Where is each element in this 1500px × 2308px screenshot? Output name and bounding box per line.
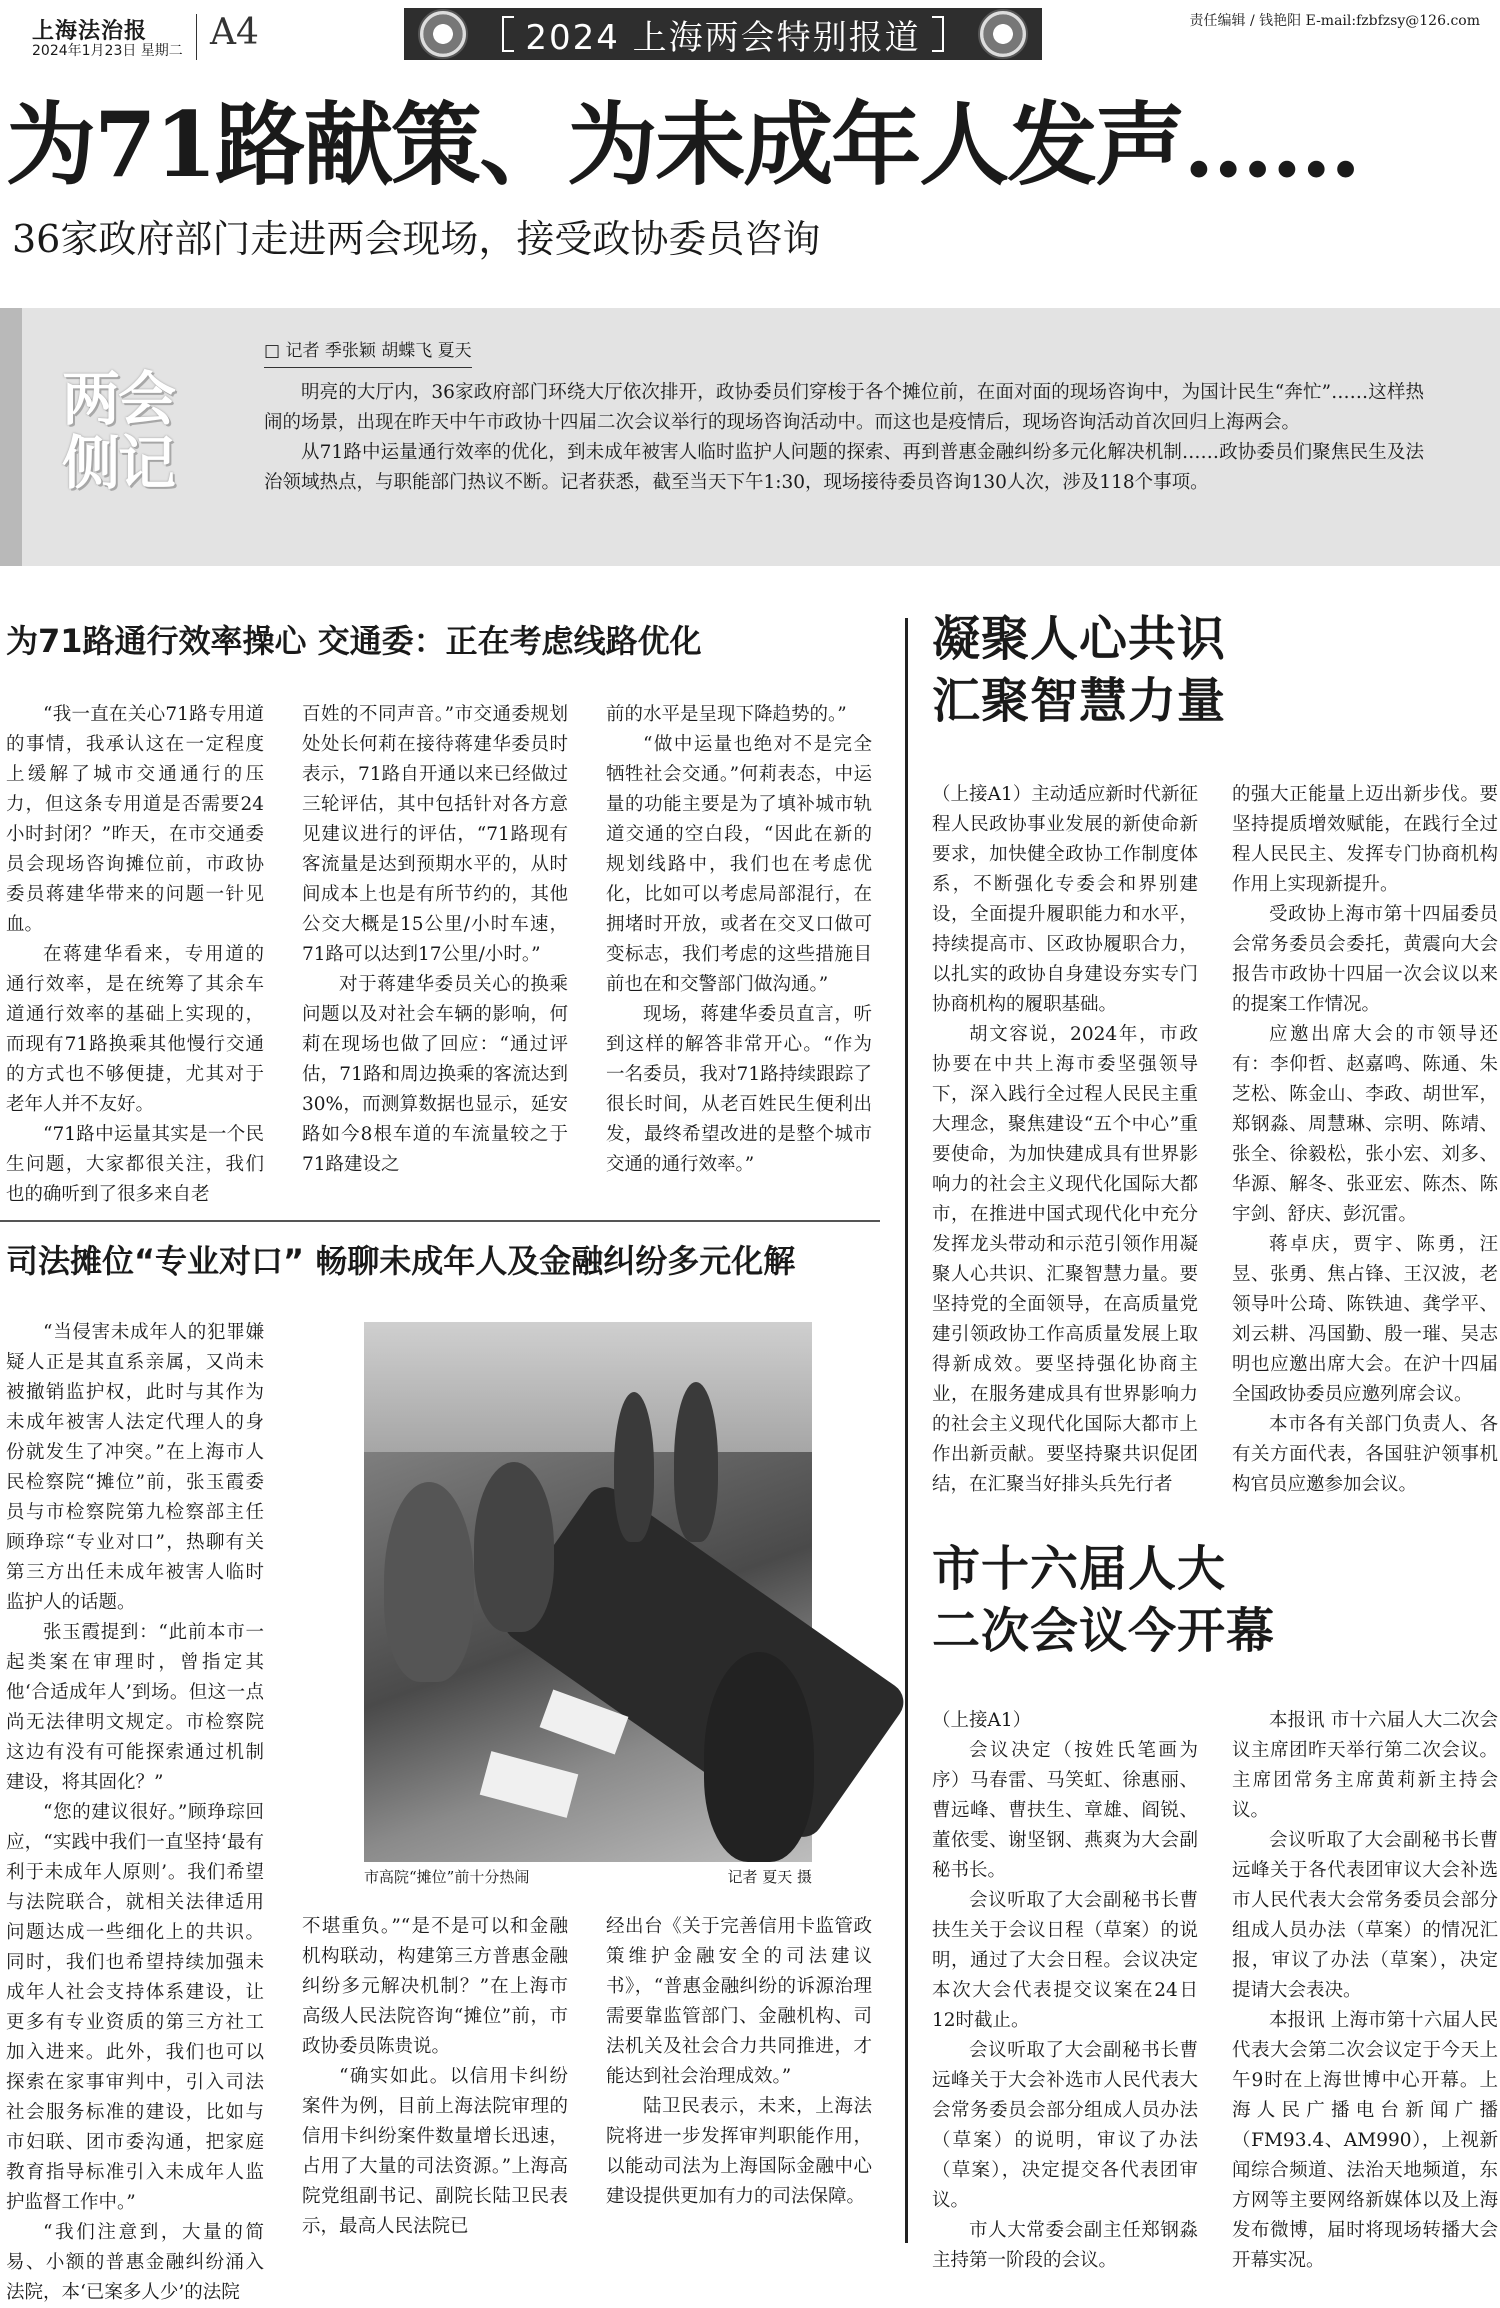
paragraph: “当侵害未成年人的犯罪嫌疑人正是其直系亲属，又尚未被撤销监护权，此时与其作为未成年被害人法定代理人的身份就发生了冲突。”在上海市人民检察院“摊位”前，张玉霞委员与市检察院第九检察部主任顾琤琮“专业对口”，热聊有关第三方出任未成年被害人临时监护人的话题。 (6, 1322, 264, 1613)
paragraph: 会议听取了大会副秘书长曹远峰关于大会补选市人民代表大会常务委员会部分组成人员办法（草案）的说明，审议了办法（草案），决定提交各代表团审议。 (932, 2040, 1198, 2211)
title-line: 凝聚人心共识 (932, 611, 1227, 667)
paragraph: 对于蒋建华委员关心的换乘问题以及对社会车辆的影响，何莉在现场也做了回应：“通过评估，71路和周边换乘的客流达到30%，而测算数据也显示，延安路如今8根车道的车流量较之于71路建设之 (302, 974, 568, 1175)
paragraph: “我们注意到，大量的简易、小额的普惠金融纠纷涌入法院，本‘已案多人少’的法院 (6, 2222, 264, 2303)
paragraph: “做中运量也绝对不是完全牺牲社会交通。”何莉表态，中运量的功能主要是为了填补城市轨道交通的空白段，“因此在新的规划线路中，我们也在考虑优化，比如可以考虑局部混行，在拥堵时开放，或者在交叉口做可变标志，我们考虑的这些措施目前也在和交警部门做沟通。” (606, 734, 872, 995)
photo-person (474, 1462, 554, 1632)
bracket-left (502, 16, 514, 52)
section-divider (0, 1220, 880, 1222)
sidebar-accent-bar (0, 308, 22, 566)
paragraph: 的强大正能量上迈出新步伐。要坚持提质增效赋能，在践行全过程人民民主、发挥专门协商机构作用上实现新提升。 (1232, 784, 1498, 895)
masthead-logo: 上海法治报 (32, 18, 148, 44)
paragraph: 受政协上海市第十四届委员会常务委员会委托，黄震向大会报告市政协十四届一次会议以来的提案工作情况。 (1232, 904, 1498, 1015)
national-emblem-icon (418, 9, 468, 59)
special-report-banner (404, 8, 1042, 60)
photo-wall (364, 1322, 812, 1452)
paragraph: 经出台《关于完善信用卡监管政策维护金融安全的司法建议书》，“普惠金融纠纷的诉源治理需要靠监管部门、金融机构、司法机关及社会合力共同推进，才能达到社会治理成效。” (606, 1916, 872, 2087)
photo-court-booth (364, 1322, 812, 1862)
paragraph: 会议听取了大会副秘书长曹远峰关于各代表团审议大会补选市人民代表大会常务委员会部分组成人员办法（草案）的情况汇报，审议了办法（草案），决定提请大会表决。 (1232, 1830, 1498, 2001)
cppcc-emblem-icon (978, 9, 1028, 59)
right-article-title-npc (932, 1538, 1275, 1662)
photo-paper (480, 1751, 579, 1818)
column-divider (905, 618, 908, 2243)
masthead-divider (196, 14, 197, 60)
photo-caption (364, 1866, 812, 1887)
paragraph: 陆卫民表示，未来，上海法院将进一步发挥审判职能作用，以能动司法为上海国际金融中心建设提供更加有力的司法保障。 (606, 2096, 872, 2207)
paragraph: “71路中运量其实是一个民生问题，大家都很关注，我们也的确听到了很多来自老 (6, 1124, 264, 1205)
traffic-column-1 (6, 700, 264, 1210)
paragraph: 应邀出席大会的市领导还有：李仰哲、赵嘉鸣、陈通、朱芝松、陈金山、李政、胡世军，郑钢淼、周慧琳、宗明、陈靖、张全、徐毅松，张小宏、刘多、华源、解冬、张亚宏、陈杰、陈宇剑、舒庆、彭沉雷。 (1232, 1024, 1498, 1225)
paragraph: 蒋卓庆，贾宇、陈勇，汪昱、张勇、焦占锋、王汉波，老领导叶公琦、陈铁迪、龚学平、刘云耕、冯国勤、殷一璀、吴志明也应邀出席大会。在沪十四届全国政协委员应邀列席会议。 (1232, 1234, 1498, 1405)
paragraph: 会议决定（按姓氏笔画为序）马春雷、马笑虹、徐惠丽、曹远峰、曹扶生、章雄、阎锐、董依雯、谢坚钢、燕爽为大会副秘书长。 (932, 1740, 1198, 1881)
paragraph: 张玉霞提到：“此前本市一起类案在审理时，曾指定其他‘合适成年人’到场。但这一点尚无法律明文规定。市检察院这边有没有可能探索通过机制建设，将其固化？” (6, 1622, 264, 1793)
editor-credit: 责任编辑 / 钱艳阳 E-mail:fzbfzsy@126.com (1189, 13, 1480, 29)
paragraph: “确实如此。以信用卡纠纷案件为例，目前上海法院审理的信用卡纠纷案件数量增长迅速，占用了大量的司法资源。”上海高院党组副书记、副院长陆卫民表示，最高人民法院已 (302, 2066, 568, 2237)
title-line: 二次会议今开幕 (932, 1603, 1276, 1659)
paragraph: 不堪重负。”“是不是可以和金融机构联动，构建第三方普惠金融纠纷多元解决机制？”在上海市高级人民法院咨询“摊位”前，市政协委员陈贵说。 (302, 1916, 568, 2057)
npc-column-1 (932, 1706, 1198, 2271)
sidebar-label-line2: 侧记 (62, 428, 175, 497)
main-headline: 为71路献策、为未成年人发声…… (6, 92, 1360, 198)
cppcc-column-2 (1232, 780, 1498, 1520)
bracket-right (932, 16, 944, 52)
paragraph: 前的水平是呈现下降趋势的。” (606, 704, 847, 725)
intro-paragraph: 明亮的大厅内，36家政府部门环绕大厅依次排开，政协委员们穿梭于各个摊位前，在面对面的现场咨询中，为国计民生“奔忙”……这样热闹的场景，出现在昨天中午市政协十四届二次会议举行的现场咨询活动中。而这也是疫情后，现场咨询活动首次回归上海两会。 (264, 382, 1424, 433)
judicial-column-3 (606, 1912, 872, 2243)
paragraph: （上接A1）主动适应新时代新征程人民政协事业发展的新使命新要求，加快健全政协工作制度体系，不断强化专委会和界别建设，全面提升履职能力和水平，持续提高市、区政协履职合力，以扎实的政协自身建设夯实专门协商机构的履职基础。 (932, 784, 1198, 1015)
banner-title: 2024 上海两会特别报道 (525, 17, 921, 58)
traffic-column-3 (606, 700, 872, 1210)
photo-credit: 记者 夏天 摄 (727, 1868, 812, 1886)
byline: □ 记者 季张颖 胡蝶飞 夏天 (264, 336, 472, 368)
paragraph: 本报讯 上海市第十六届人民代表大会第二次会议定于今天上午9时在上海世博中心开幕。上海人民广播电台新闻广播（FM93.4、AM990），上视新闻综合频道、法治天地频道，东方网等主要网络新媒体以及上海发布微博，届时将现场转播大会开幕实况。 (1232, 2010, 1498, 2271)
photo-caption-text: 市高院“摊位”前十分热闹 (364, 1868, 530, 1886)
right-article-title-cppcc (932, 608, 1226, 732)
intro-text (264, 378, 1424, 498)
intro-paragraph: 从71路中运量通行效率的优化，到未成年被害人临时监护人问题的探索、再到普惠金融纠纷多元化解决机制……政协委员们聚焦民生及法治领域热点，与职能部门热议不断。记者获悉，截至当天下午1:30，现场接待委员咨询130人次，涉及118个事项。 (264, 442, 1424, 493)
section-title-traffic: 为71路通行效率操心 交通委：正在考虑线路优化 (6, 622, 702, 660)
photo-person (614, 1392, 654, 1542)
issue-date: 2024年1月23日 星期二 (32, 43, 183, 59)
paragraph: （上接A1） (932, 1710, 1032, 1731)
paragraph: “我一直在关心71路专用道的事情，我承认这在一定程度上缓解了城市交通通行的压力，但这条专用道是否需要24小时封闭？”昨天，在市交通委员会现场咨询摊位前，市政协委员蒋建华带来的问题一针见血。 (6, 704, 264, 935)
npc-column-2 (1232, 1706, 1498, 2271)
paragraph: 百姓的不同声音。”市交通委规划处处长何莉在接待蒋建华委员时表示，71路自开通以来已经做过三轮评估，其中包括针对各方意见建议进行的评估，“71路现有客流量是达到预期水平的，从时间成本上也是有所节约的，其他公交大概是15公里/小时车速，71路可以达到17公里/小时。” (302, 704, 568, 965)
judicial-column-1 (6, 1318, 264, 2303)
paragraph: 胡文容说，2024年，市政协要在中共上海市委坚强领导下，深入践行全过程人民民主重大理念，聚焦建设“五个中心”重要使命，为加快建成具有世界影响力的社会主义现代化国际大都市，在推进中国式现代化中充分发挥龙头带动和示范引领作用凝聚人心共识、汇聚智慧力量。要坚持党的全面领导，在高质量党建引领政协工作高质量发展上取得新成效。要坚持强化协商主业，在服务建成具有世界影响力的社会主义现代化国际大都市上作出新贡献。要坚持聚共识促团结，在汇聚当好排头兵先行者 (932, 1024, 1198, 1495)
sidebar-label-line1: 两会 (62, 365, 175, 433)
photo-person (384, 1482, 474, 1682)
title-line: 市十六届人大 (932, 1541, 1227, 1597)
paragraph: 市人大常委会副主任郑钢淼主持第一阶段的会议。 (932, 2220, 1198, 2271)
cppcc-column-1 (932, 780, 1198, 1520)
paragraph: 会议听取了大会副秘书长曹扶生关于会议日程（草案）的说明，通过了大会日程。会议决定本次大会代表提交议案在24日12时截止。 (932, 1890, 1198, 2031)
title-line: 汇聚智慧力量 (932, 673, 1227, 729)
paragraph: 本市各有关部门负责人、各有关方面代表，各国驻沪领事机构官员应邀参加会议。 (1232, 1414, 1498, 1495)
page-number: A4 (210, 12, 259, 53)
traffic-column-2 (302, 700, 568, 1210)
paragraph: 在蒋建华看来，专用道的通行效率，是在统筹了其余车道通行效率的基础上实现的，而现有71路换乘其他慢行交通的方式也不够便捷，尤其对于老年人并不友好。 (6, 944, 264, 1115)
photo-person (704, 1652, 814, 1862)
photo-person (674, 1382, 718, 1542)
section-title-judicial: 司法摊位“专业对口” 畅聊未成年人及金融纠纷多元化解 (6, 1242, 796, 1280)
judicial-column-2 (302, 1912, 568, 2243)
paragraph: 现场，蒋建华委员直言，听到这样的解答非常开心。“作为一名委员，我对71路持续跟踪了很长时间，从老百姓民生便利出发，最终希望改进的是整个城市交通的通行效率。” (606, 1004, 872, 1175)
sub-headline: 36家政府部门走进两会现场，接受政协委员咨询 (12, 217, 821, 261)
paragraph: 本报讯 市十六届人大二次会议主席团昨天举行第二次会议。主席团常务主席黄莉新主持会议。 (1232, 1710, 1498, 1821)
paragraph: “您的建议很好。”顾琤琮回应，“实践中我们一直坚持‘最有利于未成年人原则’。我们希望与法院联合，就相关法律适用问题达成一些细化上的共识。同时，我们也希望持续加强未成年人社会支持体系建设，让更多有专业资质的第三方社工加入进来。此外，我们也可以探索在家事审判中，引入司法社会服务标准的建设，比如与市妇联、团市委沟通，把家庭教育指导标准引入未成年人监护监督工作中。” (6, 1802, 264, 2213)
sidebar-label (62, 365, 175, 497)
